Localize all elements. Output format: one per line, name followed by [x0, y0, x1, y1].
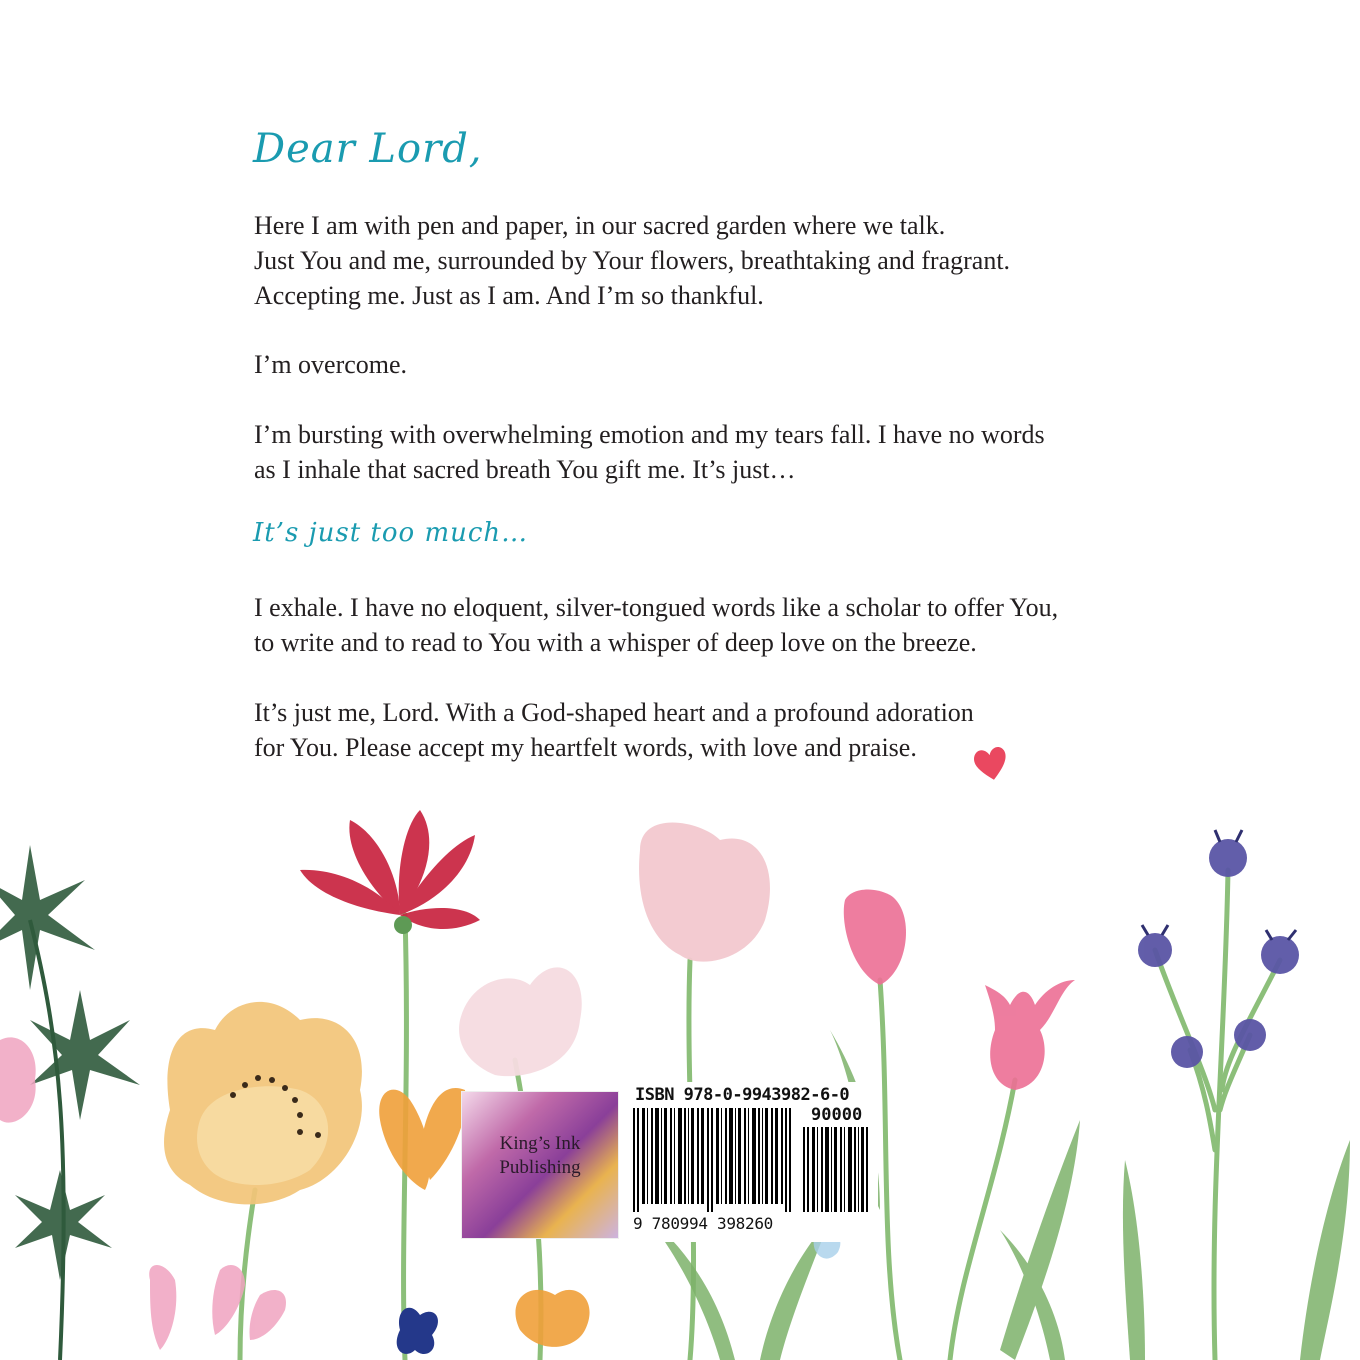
paragraph-2 [254, 347, 1154, 382]
watercolor-flower-garden [0, 790, 1360, 1360]
heart-icon [970, 742, 1012, 784]
paragraph-line: to write and to read to You with a whisper of deep love on the breeze. [254, 628, 977, 657]
publisher-logo [462, 1092, 618, 1238]
paragraph-line: as I inhale that sacred breath You gift me. It’s just… [254, 455, 796, 484]
letter-greeting: Dear Lord, [253, 126, 483, 172]
paragraph-5 [254, 695, 1154, 765]
price-code: 90000 [811, 1105, 863, 1125]
ean-barcode-bars [633, 1108, 793, 1212]
paragraph-1 [254, 208, 1154, 313]
paragraph-line: Just You and me, surrounded by Your flowers, breathtaking and fragrant. [254, 246, 1011, 275]
paragraph-line: I’m overcome. [254, 350, 408, 379]
publisher-name-line: Publishing [499, 1157, 581, 1178]
paragraph-line: It’s just me, Lord. With a God-shaped heart and a profound adoration [254, 698, 974, 727]
ean-digits: 9 780994 398260 [633, 1214, 773, 1233]
price-barcode-bars [803, 1127, 869, 1212]
paragraph-4 [254, 590, 1154, 660]
paragraph-3 [254, 417, 1154, 487]
paragraph-line: I’m bursting with overwhelming emotion and my tears fall. I have no words [254, 420, 1045, 449]
isbn-barcode [625, 1082, 878, 1242]
paragraph-line: Accepting me. Just as I am. And I’m so thankful. [254, 281, 764, 310]
paragraph-line: Here I am with pen and paper, in our sacred garden where we talk. [254, 211, 946, 240]
publisher-name [462, 1132, 618, 1180]
letter-interlude: It’s just too much… [253, 518, 529, 548]
isbn-number: ISBN 978-0-9943982-6-0 [635, 1085, 850, 1105]
publisher-name-line: King’s Ink [499, 1133, 581, 1154]
paragraph-line: for You. Please accept my heartfelt words, with love and praise. [254, 733, 917, 762]
paragraph-line: I exhale. I have no eloquent, silver-tongued words like a scholar to offer You, [254, 593, 1059, 622]
